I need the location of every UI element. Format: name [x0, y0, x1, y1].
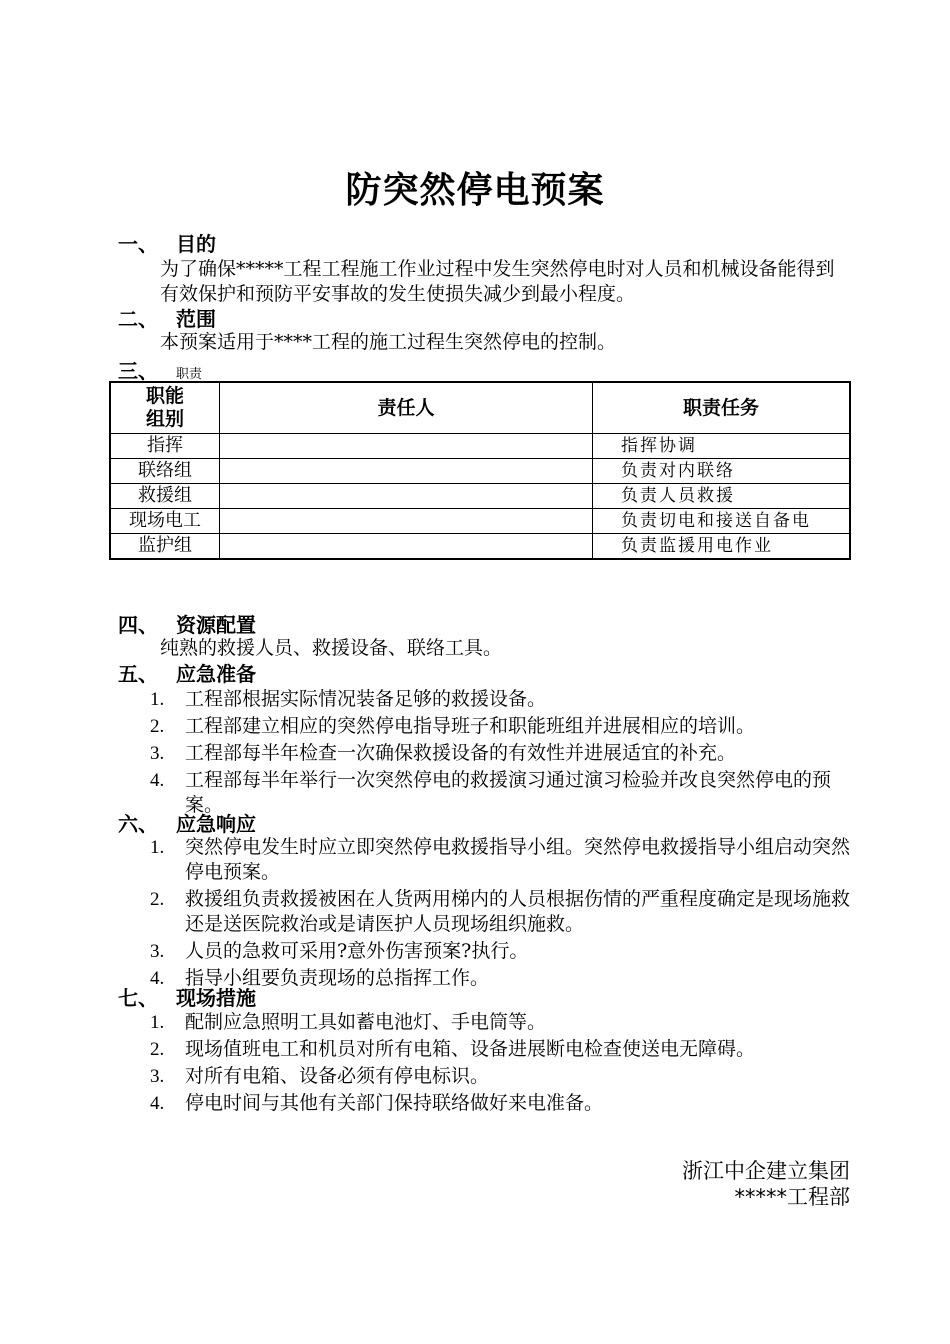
list-item: [150, 714, 852, 739]
list-item-text: 现场值班电工和机员对所有电箱、设备进展断电检查使送电无障碍。: [185, 1038, 756, 1060]
section-5-heading: [118, 662, 256, 686]
list-item: [150, 835, 852, 885]
section-5-list: [150, 687, 852, 820]
section-4-text: 纯熟的救援人员、救援设备、联络工具。: [160, 637, 503, 659]
list-item-number: 3.: [150, 941, 165, 962]
list-item: [150, 1064, 852, 1089]
section-7-number: 七、: [118, 986, 158, 1010]
list-item-number: 3.: [150, 743, 165, 764]
list-item-number: 4.: [150, 770, 165, 791]
section-2-title: 范围: [176, 307, 216, 331]
cell-task: 负责人员救援: [593, 484, 851, 509]
signature-block: [682, 1158, 850, 1210]
list-item-number: 1.: [150, 837, 165, 858]
section-5-number: 五、: [118, 662, 158, 686]
list-item-number: 2.: [150, 1039, 165, 1060]
section-2-text: 本预案适用于****工程的施工过程生突然停电的控制。: [160, 331, 617, 353]
cell-group: 监护组: [110, 534, 220, 560]
section-4-title: 资源配置: [176, 613, 256, 637]
section-5-title: 应急准备: [176, 662, 256, 686]
cell-group: 联络组: [110, 459, 220, 484]
table-header-row: [110, 382, 850, 434]
signature-org: 浙江中企建立集团: [682, 1159, 850, 1183]
section-3-title: 职责: [176, 367, 203, 382]
list-item-text: 对所有电箱、设备必须有停电标识。: [185, 1065, 490, 1087]
list-item-number: 3.: [150, 1066, 165, 1087]
list-item: [150, 741, 852, 766]
list-item: [150, 1091, 852, 1116]
table-row: [110, 509, 850, 534]
section-6-heading: [118, 812, 256, 836]
list-item-number: 2.: [150, 889, 165, 910]
cell-task: 指挥协调: [593, 434, 851, 459]
list-item-text: 工程部每半年检查一次确保救援设备的有效性并进展适宜的补充。: [185, 742, 737, 764]
list-item: [150, 768, 852, 818]
cell-group: 指挥: [110, 434, 220, 459]
section-4-heading: [118, 613, 256, 637]
list-item-text: 指导小组要负责现场的总指挥工作。: [185, 967, 490, 989]
section-2-number: 二、: [118, 307, 158, 331]
list-item-number: 4.: [150, 1093, 165, 1114]
section-1-number: 一、: [118, 232, 158, 256]
cell-group: 救援组: [110, 484, 220, 509]
cell-group: 现场电工: [110, 509, 220, 534]
section-6-list: [150, 835, 852, 993]
cell-task: 负责对内联络: [593, 459, 851, 484]
list-item-text: 工程部每半年举行一次突然停电的救援演习通过演习检验并改良突然停电的预案。: [185, 769, 832, 816]
cell-person: [220, 434, 593, 459]
header-group: [110, 382, 220, 434]
list-item-text: 工程部建立相应的突然停电指导班子和职能班组并进展相应的培训。: [185, 715, 756, 737]
cell-person: [220, 534, 593, 560]
list-item-text: 救援组负责救援被困在人货两用梯内的人员根据伤情的严重程度确定是现场施救还是送医院救治或是请医护人员现场组织施救。: [185, 888, 851, 935]
table-row: [110, 434, 850, 459]
section-1-body: [118, 257, 852, 307]
list-item-text: 人员的急救可采用?意外伤害预案?执行。: [185, 940, 529, 962]
section-2-heading: [118, 307, 216, 331]
list-item-number: 1.: [150, 689, 165, 710]
table-row: [110, 459, 850, 484]
list-item-text: 配制应急照明工具如蓄电池灯、手电筒等。: [185, 1011, 547, 1033]
list-item-text: 停电时间与其他有关部门保持联络做好来电准备。: [185, 1092, 604, 1114]
duty-table: [109, 381, 851, 560]
list-item: [150, 887, 852, 937]
header-group-line1: 职能: [145, 385, 184, 407]
list-item-text: 工程部根据实际情况装备足够的救援设备。: [185, 688, 547, 710]
table-row: [110, 484, 850, 509]
list-item: [150, 939, 852, 964]
cell-task: 负责监援用电作业: [593, 534, 851, 560]
list-item: [150, 1037, 852, 1062]
section-3-number: 三、: [118, 359, 158, 383]
table-row: [110, 534, 850, 560]
section-1-title: 目的: [176, 232, 216, 256]
document-title: 防突然停电预案: [345, 170, 605, 211]
section-4-body: [118, 636, 852, 661]
list-item: [150, 1010, 852, 1035]
list-item-text: 突然停电发生时应立即突然停电救援指导小组。突然停电救援指导小组启动突然停电预案。: [185, 836, 851, 883]
list-item-number: 1.: [150, 1012, 165, 1033]
list-item-number: 4.: [150, 968, 165, 989]
cell-person: [220, 459, 593, 484]
section-2-body: [118, 330, 852, 355]
section-6-number: 六、: [118, 812, 158, 836]
section-6-title: 应急响应: [176, 812, 256, 836]
list-item: [150, 687, 852, 712]
header-task: 职责任务: [593, 382, 851, 434]
section-7-title: 现场措施: [176, 986, 256, 1010]
header-person: 责任人: [220, 382, 593, 434]
list-item-number: 2.: [150, 716, 165, 737]
cell-person: [220, 484, 593, 509]
signature-dept: *****工程部: [734, 1185, 850, 1209]
section-1-heading: [118, 232, 216, 256]
header-group-line2: 组别: [145, 408, 184, 430]
cell-person: [220, 509, 593, 534]
section-1-text: 为了确保*****工程工程施工作业过程中发生突然停电时对人员和机械设备能得到有效保护和预防平安事故的发生使损失减少到最小程度。: [160, 258, 835, 305]
cell-task: 负责切电和接送自备电: [593, 509, 851, 534]
section-4-number: 四、: [118, 613, 158, 637]
section-7-list: [150, 1010, 852, 1118]
section-7-heading: [118, 986, 256, 1010]
